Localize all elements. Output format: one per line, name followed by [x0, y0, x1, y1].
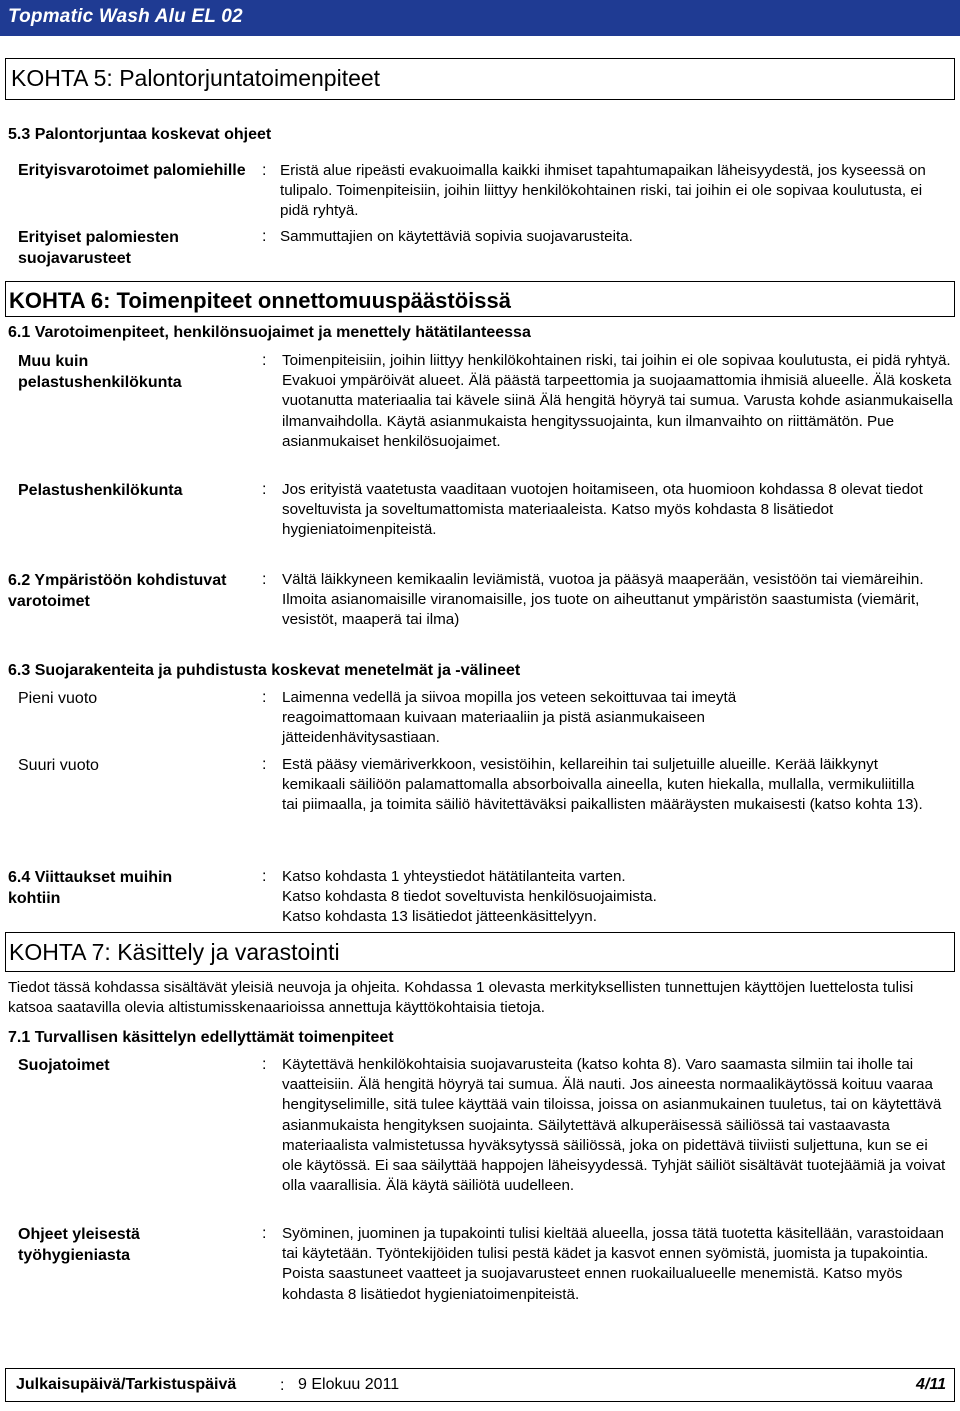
row-text-references: [282, 867, 942, 928]
footer-page-number: 4/11: [916, 1376, 946, 1393]
row-text-firefighter-precautions: Eristä alue ripeästi evakuoimalla kaikki ihmiset tapahtumapaikan läheisyydestä, jos kyseessä on tulipalo. Toimenpiteisiin, joihin liittyy henkilökohtainen riski, tai joihin ei ole sopivaa koulutusta, ei pidä ryhtyä.: [280, 162, 926, 220]
subsection-6-1-title: 6.1 Varotoimenpiteet, henkilönsuojaimet ja menettely hätätilanteessa: [8, 324, 531, 341]
row-text-emergency-responders: Jos erityistä vaatetusta vaaditaan vuotojen hoitamiseen, ota huomioon kohdassa 8 olevat tiedot soveltuvista ja soveltumattomista materiaaleista. Katso myös kohdasta 8 lisätiedot hygieniatoimenpiteistä.: [282, 481, 923, 539]
row-label-emergency-responders: Pelastushenkilökunta: [18, 482, 183, 499]
colon-separator: :: [262, 1056, 267, 1073]
colon-separator: :: [262, 228, 267, 245]
subsection-7-1-title: 7.1 Turvallisen käsittelyn edellyttämät toimenpiteet: [8, 1029, 394, 1046]
reference-line: Katso kohdasta 1 yhteystiedot hätätilanteita varten.: [282, 868, 626, 885]
row-text-non-emergency-personnel: Toimenpiteisiin, joihin liittyy henkilökohtainen riski, tai joihin ei ole sopivaa koulutusta, ei pidä ryhtyä. Evakuoi ympäröivät alueet. Älä päästä tarpeettomia ja suojaamattomia ihmisiä alueelle. Älä kosketa vuotanutta materiaalia tai kävele siinä Älä hengitä höyryä tai sumua. Varusta kohde asianmukaisella ilmanvaihdolla. Käytä asianmukaista hengityssuojainta, kun ilmanvaihto on riittämätön. Pue asianmukaiset henkilösuojaimet.: [282, 352, 953, 450]
row-text-occupational-hygiene: Syöminen, juominen ja tupakointi tulisi kieltää alueella, jossa tätä tuotetta käsitellään, varastoidaan tai käytetään. Työntekijöiden tulisi pestä kädet ja kasvot ennen syömistä, juomista ja tupakointia. Poista saastuneet vaatteet ja suojavarusteet ennen ruokailualueelle menemistä. Katso myös kohdasta 8 lisätiedot hygieniatoimenpiteistä.: [282, 1225, 944, 1303]
footer-date: 9 Elokuu 2011: [298, 1376, 400, 1393]
footer: [5, 1368, 955, 1402]
row-label-references: 6.4 Viittaukset muihin kohtiin: [8, 869, 173, 907]
section7-title: KOHTA 7: Käsittely ja varastointi: [9, 939, 340, 965]
row-label-large-spill: Suuri vuoto: [18, 757, 99, 774]
colon-separator: :: [262, 689, 267, 706]
row-label-environmental-precautions: 6.2 Ympäristöön kohdistuvat varotoimet: [8, 572, 227, 610]
footer-colon: :: [280, 1377, 285, 1394]
colon-separator: :: [262, 481, 267, 498]
section7-title-box: [5, 932, 955, 972]
colon-separator: :: [262, 1225, 267, 1242]
subsection-5-3-title: 5.3 Palontorjuntaa koskevat ohjeet: [8, 126, 272, 143]
colon-separator: :: [262, 571, 267, 588]
section7-intro: Tiedot tässä kohdassa sisältävät yleisiä neuvoja ja ohjeita. Kohdassa 1 olevasta merkityksellisten tunnettujen käyttöjen luettelosta tulisi katsoa saatavilla olevia altistumisskenaarioissa annettuja käyttökohtaisia tietoja.: [8, 979, 914, 1017]
row-text-large-spill: Estä pääsy viemäriverkkoon, vesistöihin, kellareihin tai suljetuille alueille. Kerää läikkynyt kemikaali säiliöön palamattomalla absorboivalla aineella, kuten hiekalla, mullalla, vermikuliitilla tai piimaalla, ja toimita säiliö hävitettäväksi paikallisten määräysten mukaisesti (katso kohta 13).: [282, 756, 923, 814]
colon-separator: :: [262, 868, 267, 885]
footer-date-label: Julkaisupäivä/Tarkistuspäivä: [16, 1376, 237, 1393]
colon-separator: :: [262, 162, 267, 179]
row-label-firefighter-precautions: Erityisvarotoimet palomiehille: [18, 162, 246, 179]
section6-title-box: [5, 281, 955, 317]
row-label-firefighter-equipment: Erityiset palomiesten suojavarusteet: [18, 229, 179, 267]
row-text-protective-measures: Käytettävä henkilökohtaisia suojavarusteita (katso kohta 8). Varo saamasta silmiin tai iholle tai vaatteisiin. Älä hengitä höyryä tai sumua. Älä nauti. Jos aineesta normaalikäytössä koituu vaaraa hengityselimille, sitä tulee käyttää vain tiloissa, joissa on asianmukainen tuuletus, tai on käytettävä asianmukaista hengityksen suojainta. Säilytettävä alkuperäisessä säiliössä tai vastaavasta materiaalista valmistetussa hyväksytyssä säiliössä, joka on pidettävä tiiviisti suljettuna, kun se ei ole käytössä. Ei saa säilyttää happojen läheisyydessä. Tyhjät säiliöt sisältävät tuotejäämiä ja voivat olla vaarallisia. Älä käytä säiliötä uudelleen.: [282, 1056, 946, 1195]
row-label-small-spill: Pieni vuoto: [18, 690, 98, 707]
row-text-small-spill: Laimenna vedellä ja siivoa mopilla jos veteen sekoittuvaa tai imeytä reagoimattomaan kuivaan materiaaliin ja pistä asianmukaiseen jätteidenhävitysastiaan.: [282, 689, 737, 747]
row-label-occupational-hygiene: Ohjeet yleisestä työhygieniasta: [18, 1226, 140, 1264]
document-header: [0, 0, 960, 36]
reference-line: Katso kohdasta 8 tiedot soveltuvista henkilösuojaimista.: [282, 888, 657, 906]
section5-title: KOHTA 5: Palontorjuntatoimenpiteet: [11, 65, 381, 91]
colon-separator: :: [262, 756, 267, 773]
reference-line: Katso kohdasta 13 lisätiedot jätteenkäsittelyyn.: [282, 908, 597, 926]
row-text-firefighter-equipment: Sammuttajien on käytettäviä sopivia suojavarusteita.: [280, 228, 633, 245]
subsection-6-3-title: 6.3 Suojarakenteita ja puhdistusta koskevat menetelmät ja -välineet: [8, 662, 521, 679]
row-label-non-emergency-personnel: Muu kuin pelastushenkilökunta: [18, 353, 182, 391]
colon-separator: :: [262, 352, 267, 369]
section5-title-box: [5, 58, 955, 100]
row-text-environmental-precautions: Vältä läikkyneen kemikaalin leviämistä, vuotoa ja pääsyä maaperään, vesistöön tai viemäreihin. Ilmoita asianomaisille viranomaisille, jos tuote on aiheuttanut ympäristön saastumista (viemärit, vesistöt, maaperä tai ilma): [282, 571, 924, 629]
product-name: Topmatic Wash Alu EL 02: [8, 6, 243, 27]
row-label-protective-measures: Suojatoimet: [18, 1057, 110, 1074]
section6-title: KOHTA 6: Toimenpiteet onnettomuuspäästöissä: [9, 288, 511, 313]
